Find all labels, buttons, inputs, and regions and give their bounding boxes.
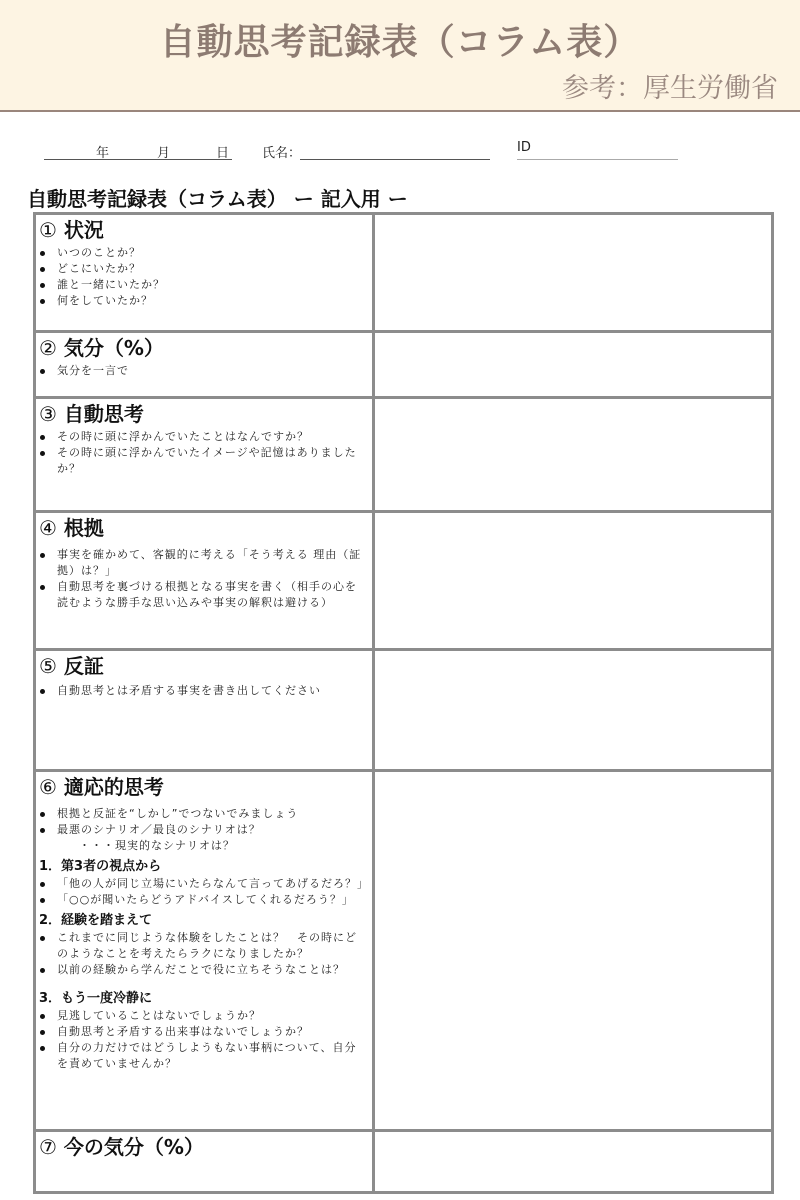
answer-cell-mood[interactable] (373, 332, 772, 398)
list-item: いつのことか？ (39, 245, 368, 261)
answer-cell-adaptive-thought[interactable] (373, 771, 772, 1131)
list-item: 最悪のシナリオ／最良のシナリオは？ (39, 822, 368, 838)
subsection-heading: 1．第3者の視点から (39, 859, 162, 874)
list-item: 事実を確かめて、客観的に考える「そう考える 理由（証拠）は？」 (39, 547, 368, 579)
bullet-list (39, 683, 368, 699)
list-item: 自動思考とは矛盾する事実を書き出してください (39, 683, 368, 699)
list-item: 「○○が聞いたらどうアドバイスしてくれるだろう？」 (39, 892, 368, 908)
row-evidence (35, 512, 773, 650)
column-table (33, 212, 774, 1194)
list-item: 「他の人が同じ立場にいたらなんて言ってあげるだろ？」 (39, 876, 368, 892)
answer-cell-counter-evidence[interactable] (373, 650, 772, 771)
bullet-list (39, 806, 368, 854)
section-heading: ⑦ 今の気分（%） (39, 1135, 204, 1159)
section-heading: ⑤ 反証 (39, 654, 104, 678)
subsection-heading: 3．もう一度冷静に (39, 991, 153, 1006)
list-item: 自動思考と矛盾する出来事はないでしょうか？ (39, 1024, 368, 1040)
row-automatic-thought (35, 398, 773, 512)
banner-title: 自動思考記録表（コラム表） (159, 22, 641, 63)
name-field[interactable] (300, 159, 490, 160)
list-item: これまでに同じような体験をしたことは？ その時にどのようなことを考えたらラクになりましたか？ (39, 930, 368, 962)
banner-reference: 参考：厚生労働省 (562, 73, 778, 104)
row-situation (35, 214, 773, 332)
list-item: 何をしていたか？ (39, 293, 368, 309)
bullet-list (39, 429, 368, 477)
row-mood (35, 332, 773, 398)
list-item: その時に頭に浮かんでいたことはなんですか？ (39, 429, 368, 445)
header-banner (0, 0, 800, 112)
answer-cell-evidence[interactable] (373, 512, 772, 650)
section-heading: ⑥ 適応的思考 (39, 775, 164, 799)
row-current-mood (35, 1131, 773, 1193)
section-heading: ② 気分（%） (39, 336, 164, 360)
month-label: 月 (157, 146, 171, 161)
date-field[interactable] (44, 159, 232, 160)
list-item: 誰と一緒にいたか？ (39, 277, 368, 293)
answer-cell-current-mood[interactable] (373, 1131, 772, 1193)
form-title: 自動思考記録表（コラム表） ー 記入用 ー (27, 187, 408, 211)
row-counter-evidence (35, 650, 773, 771)
bullet-list (39, 1008, 368, 1072)
year-label: 年 (96, 146, 110, 161)
prompt-cell (35, 771, 374, 1131)
prompt-cell (35, 512, 374, 650)
prompt-cell (35, 1131, 374, 1193)
list-item: 以前の経験から学んだことで役に立ちそうなことは？ (39, 962, 368, 978)
prompt-cell (35, 650, 374, 771)
list-item: どこにいたか？ (39, 261, 368, 277)
prompt-cell (35, 214, 374, 332)
meta-row (0, 140, 800, 164)
answer-cell-situation[interactable] (373, 214, 772, 332)
list-item: 気分を一言で (39, 363, 368, 379)
section-heading: ③ 自動思考 (39, 402, 144, 426)
answer-cell-automatic-thought[interactable] (373, 398, 772, 512)
subsection-heading: 2．経験を踏まえて (39, 913, 153, 928)
list-item-continuation: ・・・現実的なシナリオは？ (79, 839, 235, 852)
prompt-cell (35, 398, 374, 512)
bullet-list (39, 363, 368, 379)
list-item: 見逃していることはないでしょうか？ (39, 1008, 368, 1024)
day-label: 日 (216, 146, 230, 161)
prompt-cell (35, 332, 374, 398)
section-heading: ④ 根拠 (39, 516, 104, 540)
id-field[interactable] (517, 159, 678, 160)
list-item: その時に頭に浮かんでいたイメージや記憶はありましたか？ (39, 445, 368, 477)
bullet-list (39, 876, 368, 908)
bullet-list (39, 930, 368, 978)
bullet-list (39, 547, 368, 611)
list-item: 自動思考を裏づける根拠となる事実を書く（相手の心を読むような勝手な思い込みや事実の解釈は避ける） (39, 579, 368, 611)
list-item: 根拠と反証を“しかし”でつないでみましょう (39, 806, 368, 822)
id-label: ID (517, 140, 531, 155)
row-adaptive-thought (35, 771, 773, 1131)
name-label: 氏名： (262, 146, 302, 161)
bullet-list (39, 245, 368, 309)
list-item: 自分の力だけではどうしようもない事柄について、自分を責めていませんか？ (39, 1040, 368, 1072)
section-heading: ① 状況 (39, 218, 104, 242)
